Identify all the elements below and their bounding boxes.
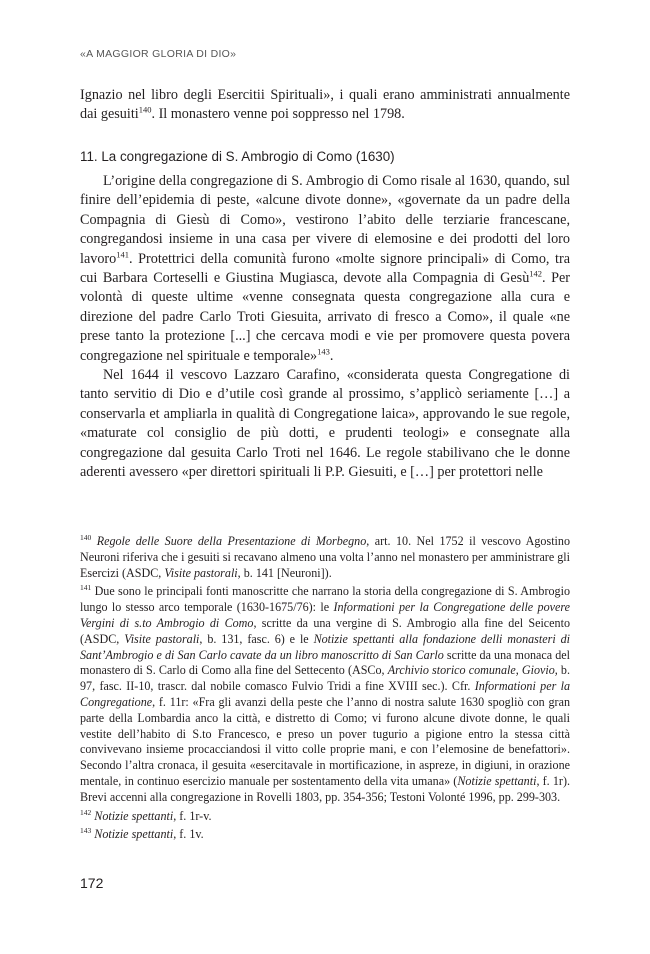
footnote-italic: Informationi per la Congregatione delle povere Vergini di s.to Ambrogio di Como (80, 600, 570, 630)
main-text (80, 172, 570, 483)
footnote-text: , art. 10. Nel 1752 il vescovo Agostino Neuroni riferiva che i gesuiti si recavano almeno una volta l’anno nel monastero per amministrare gli Esercizi (ASDC, (80, 534, 571, 580)
page-number: 172 (80, 875, 104, 891)
intro-text: Ignazio nel libro degli Esercitii Spirituali», i quali erano amministrati annualmente dai gesuiti (80, 87, 570, 123)
intro-text-end: . Il monastero venne poi soppresso nel 1798. (151, 106, 405, 123)
footnote-text: , f. 1r-v. (173, 808, 212, 823)
paragraph-carafino: Nel 1644 il vescovo Lazzaro Carafino, «considerata questa Congregatione di tanto servitio di Dio e d’utile così grande al prossimo, s’applicò seriamente […] a conservarla et ampliarla in qualità di Congregatione laica», approvando le sue regole, «maturate col consiglio de più dotti, e prudenti teologi» e consegnate alla congregazione dal gesuita Carlo Troti nel 1646. Le regole stabilivano che le donne aderenti avessero «per direttori spirituali li P.P. Giesuiti, e […] per protettori nelle (80, 367, 570, 481)
footnote-text: scritte da una monaca del monastero di S. Carlo di Como alla fine del Settecento (ASCo, (80, 647, 571, 678)
footnote-number: 141 (80, 583, 92, 593)
para1-text-4: . (329, 347, 334, 364)
section-heading: 11. La congregazione di S. Ambrogio di Como (1630) (80, 149, 395, 164)
footnote-italic: Notizie spettanti (94, 808, 174, 823)
footnote-italic: Informationi per la Congregatione (80, 679, 571, 709)
footnote-number: 142 (80, 807, 92, 817)
footnote-ref-140[interactable]: 140 (138, 104, 152, 115)
footnote-ref-143[interactable]: 143 (317, 345, 330, 356)
footnote-text: , b. 131, fasc. 6) e le (199, 631, 314, 646)
footnote-number: 143 (80, 826, 92, 836)
footnote-italic: Notizie spettanti alla fondazione delli monasteri di Sant’Ambrogio e di San Carlo cavate da un libro manoscritto di San Carlo (80, 631, 570, 662)
footnotes (80, 534, 570, 846)
footnote-ref-141[interactable]: 141 (116, 248, 129, 259)
footnote-143 (80, 827, 570, 843)
intro-paragraph (80, 86, 570, 125)
footnote-text: , f. 1v. (173, 827, 204, 842)
para1-text-2: . Protettrici della comunità furono «molte signore principali» di Como, tra cui Barbara Corteselli e Giustina Mugiasca, devote alla Compagnia di Gesù (80, 250, 570, 287)
footnote-text: , f. 11r: «Fra gli avanzi della peste che l’anno di nostra salute 1630 spogliò con gran parte della Lombardia anco la città, e distretto di Como; vi furono alcune divote donne, le quali vestite dell’habito di S.to Francesco, e preso un pover tugurio a pigione entro la stessa città convivevano insieme procacciandosi il vitto colle proprie mani, e con l’elemosine de benefattori». Secondo l’altra cronaca, il gesuita «esercitavale in mortificazione, in aspreze, in digiuni, in orazione mentale, in continuo esercizio manuale per sostentamento della vita umana» ( (80, 694, 570, 788)
footnote-italic: Regole delle Suore della Presentazione di Morbegno (96, 534, 367, 548)
footnote-142 (80, 809, 570, 825)
running-head: «A MAGGIOR GLORIA DI DIO» (80, 48, 237, 60)
footnote-text: , scritte da una vergine di S. Ambrogio alla fine del Seicento (ASDC, (80, 615, 570, 646)
footnote-text: Due sono le principali fonti manoscritte che narrano la storia della congregazione di S. Ambrogio lungo lo stesso arco temporale (1630-1675/76): le (80, 584, 570, 615)
footnote-141 (80, 584, 570, 805)
paragraph-origin (80, 172, 570, 366)
footnote-italic: Visite pastorali (164, 565, 238, 580)
footnote-italic: Visite pastorali (124, 631, 200, 646)
footnote-text: b. 97, fasc. II-10, trascr. dal nobile comasco Fulvio Tridi a fine XVIII sec.). Cfr. (80, 663, 570, 694)
footnote-140 (80, 534, 570, 581)
footnote-italic: Notizie spettanti (457, 773, 537, 788)
para1-text-3: . Per volontà di queste ultime «venne consegnata questa congregazione alla cura e direzione del padre Carlo Troti Giesuita, arrivato di fresco a Como», il quale «ne prese tanto la protezione [...] che cercava modi e vie per promovere questa povera congregazione nel spirituale e temporale» (80, 270, 570, 364)
footnote-number: 140 (80, 532, 92, 542)
footnote-italic: Archivio storico comunale, Giovio, (387, 663, 558, 678)
footnote-italic: Notizie spettanti (94, 827, 174, 842)
para1-text: L’origine della congregazione di S. Ambrogio di Como risale al 1630, quando, sul finire dell’epidemia di peste, «alcune divote donne», «governate da un padre della Compagnia di Giesù di Como», vestirono l’abito delle terziarie francescane, congregandosi insieme in una casa per vivere di elemosine e dei prodotti del loro lavoro (80, 173, 570, 267)
footnote-text: , f. 1r). Brevi accenni alla congregazione in Rovelli 1803, pp. 354-356; Testoni Volonté 1996, pp. 299-303. (80, 773, 571, 804)
footnote-ref-142[interactable]: 142 (529, 268, 543, 279)
footnote-text: , b. 141 [Neuroni]). (237, 565, 332, 580)
